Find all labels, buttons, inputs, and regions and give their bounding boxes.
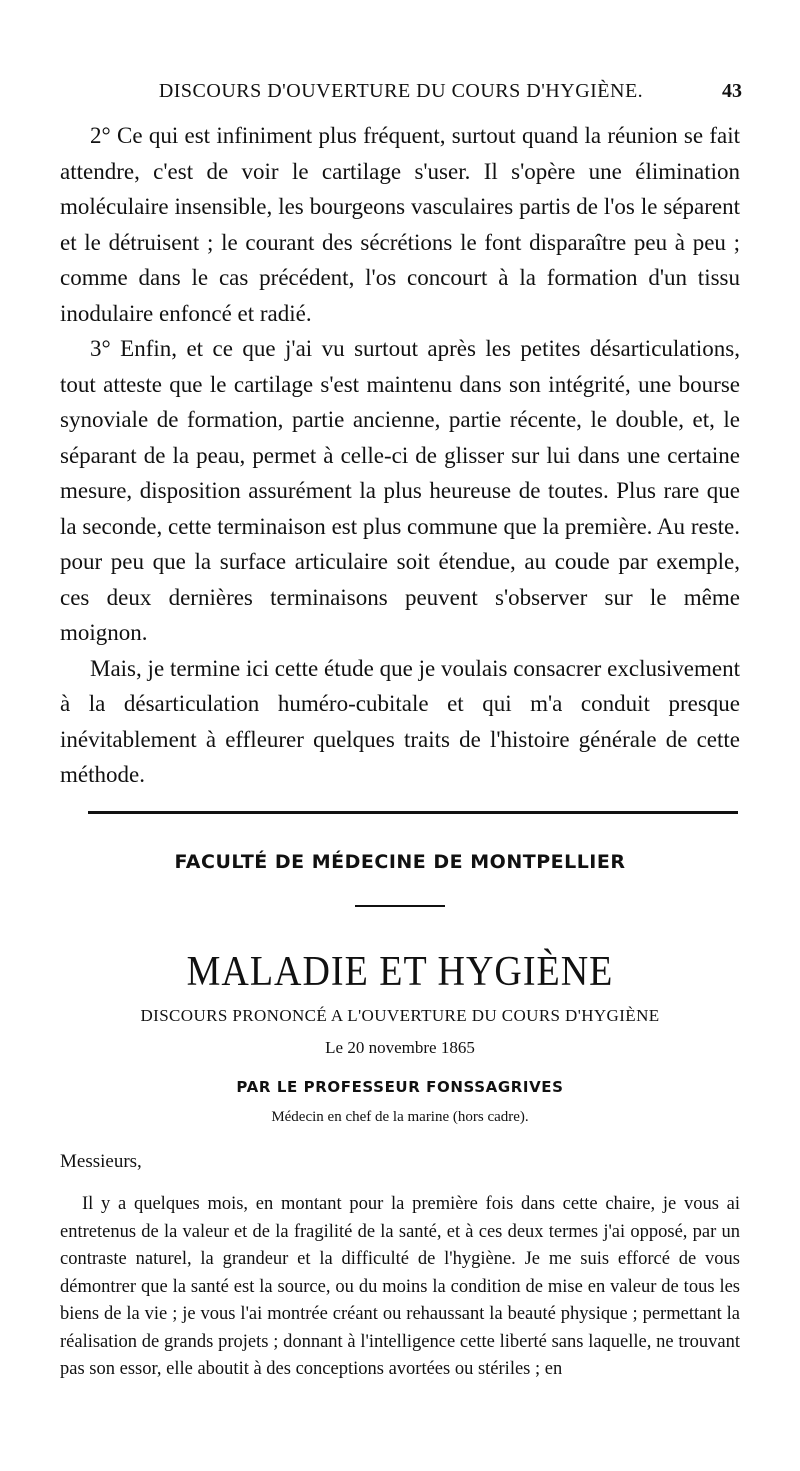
article-date: Le 20 novembre 1865 xyxy=(325,1038,475,1057)
speech-text xyxy=(60,1191,740,1384)
page-number: 43 xyxy=(722,80,742,102)
paragraph: 2° Ce qui est infiniment plus fréquent, surtout quand la réunion se fait attendre, c'est de voir le cartilage s'user. Il s'opère une élimination moléculaire insensible, les bourgeons vasculaires partis de l'os le séparent et le détruisent ; le courant des sécrétions le font disparaître peu à peu ; comme dans le cas précédent, l'os concourt à la formation d'un tissu inodulaire enfoncé et radié. xyxy=(60,123,740,326)
article-author: PAR LE PROFESSEUR FONSSAGRIVES xyxy=(236,1078,564,1096)
section-divider xyxy=(88,811,738,814)
article-subtitle: DISCOURS PRONONCÉ A L'OUVERTURE DU COURS D'HYGIÈNE xyxy=(140,1006,660,1025)
body-text xyxy=(60,118,740,793)
running-title: DISCOURS D'OUVERTURE DU COURS D'HYGIÈNE. xyxy=(158,80,644,102)
article-title: MALADIE ET HYGIÈNE xyxy=(186,948,614,996)
paragraph: Mais, je termine ici cette étude que je voulais consacrer exclusivement à la désarticulation huméro-cubitale et qui m'a conduit presque inévitablement à effleurer quelques traits de l'histoire générale de cette méthode. xyxy=(60,655,740,787)
running-head xyxy=(60,80,742,112)
faculty-heading: FACULTÉ DE MÉDECINE DE MONTPELLIER xyxy=(174,851,626,873)
paragraph: Il y a quelques mois, en montant pour la première fois dans cette chaire, je vous ai entretenus de la valeur et de la fragilité de la santé, et à ces deux termes j'ai opposé, par un contraste naturel, la grandeur et la difficulté de l'hygiène. Je me suis efforcé de vous démontrer que la santé est la source, ou du moins la condition de mise en valeur de tous les biens de la vie ; je vous l'ai montrée créant ou rehaussant la beauté physique ; permettant la réalisation de grands projets ; donnant à l'intelligence cette liberté sans laquelle, ne trouvant pas son essor, elle aboutit à des conceptions avortées ou stériles ; en xyxy=(60,1194,740,1379)
salutation: Messieurs, xyxy=(60,1151,142,1172)
author-role: Médecin en chef de la marine (hors cadre). xyxy=(271,1109,529,1125)
paragraph: 3° Enfin, et ce que j'ai vu surtout après les petites désarticulations, tout atteste que le cartilage s'est maintenu dans son intégrité, une bourse synoviale de formation, partie ancienne, partie récente, le double, et, le séparant de la peau, permet à celle-ci de glisser sur lui dans une certaine mesure, disposition assurément la plus heureuse de toutes. Plus rare que la seconde, cette terminaison est plus commune que la première. Au reste. pour peu que la surface articulaire soit étendue, au coude par exemple, ces deux dernières terminaisons peuvent s'observer sur le même moignon. xyxy=(60,336,740,645)
short-divider xyxy=(355,905,445,907)
